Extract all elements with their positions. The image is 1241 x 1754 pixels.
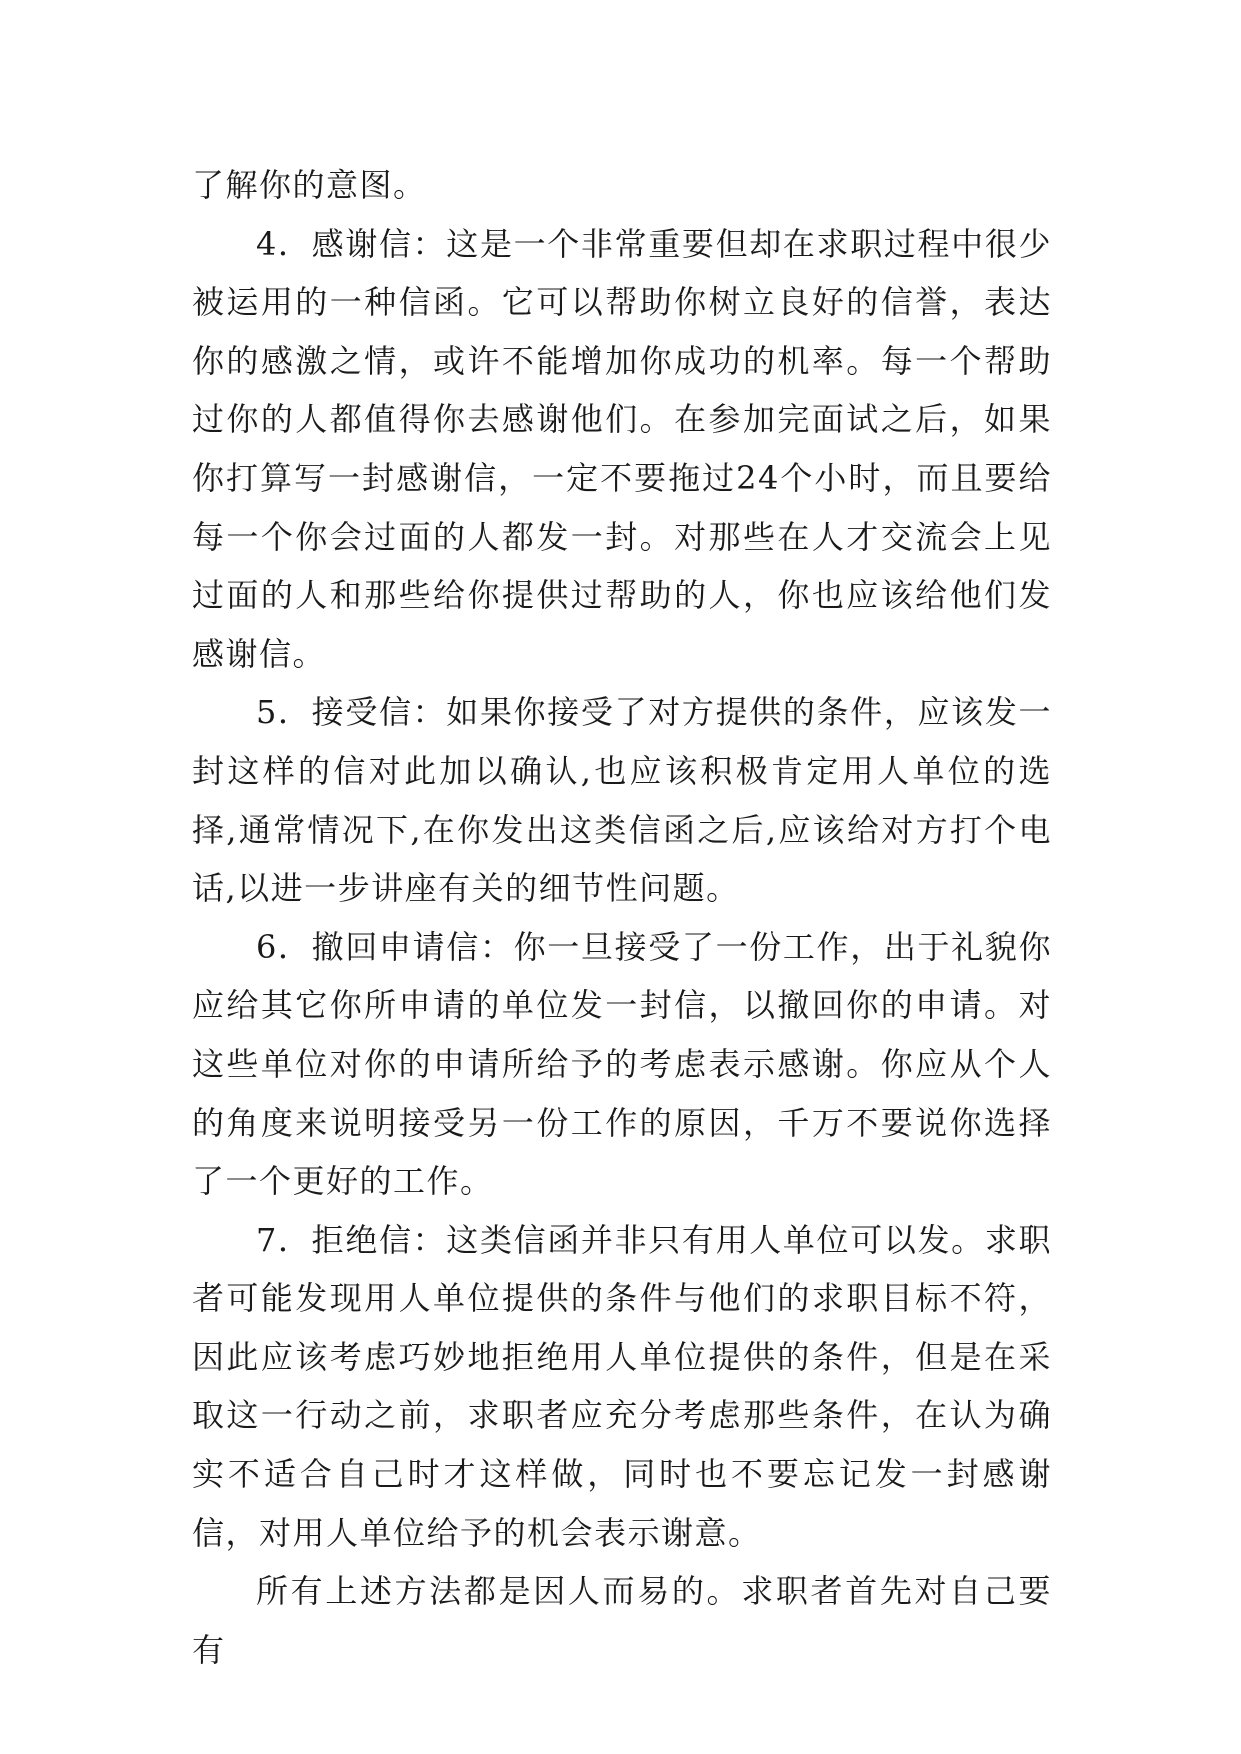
paragraph-continuation: 了解你的意图。 [192,166,427,204]
paragraph-rejection-letter: 7．拒绝信：这类信函并非只有用人单位可以发。求职者可能发现用人单位提供的条件与他们的求职目标不符，因此应该考虑巧妙地拒绝用人单位提供的条件，但是在采取这一行动之前，求职者应充分考虑那些条件，在认为确实不适合自己时才这样做，同时也不要忘记发一封感谢信，对用人单位给予的机会表示谢意。 [192,1220,1052,1552]
paragraph-acceptance-letter: 5．接受信：如果你接受了对方提供的条件，应该发一封这样的信对此加以确认,也应该积极肯定用人单位的选择,通常情况下,在你发出这类信函之后,应该给对方打个电话,以进一步讲座有关的细节性问题。 [192,693,1052,908]
paragraph-thank-you-letter: 4．感谢信：这是一个非常重要但却在求职过程中很少被运用的一种信函。它可以帮助你树立良好的信誉，表达你的感激之情，或许不能增加你成功的机率。每一个帮助过你的人都值得你去感谢他们。在参加完面试之后，如果你打算写一封感谢信，一定不要拖过24个小时，而且要给每一个你会过面的人都发一封。对那些在人才交流会上见过面的人和那些给你提供过帮助的人，你也应该给他们发感谢信。 [192,224,1052,673]
document-body [192,156,1052,1679]
paragraph-summary: 所有上述方法都是因人而易的。求职者首先对自己要有 [192,1572,1052,1669]
paragraph-withdrawal-letter: 6．撤回申请信：你一旦接受了一份工作，出于礼貌你应给其它你所申请的单位发一封信，以撤回你的申请。对这些单位对你的申请所给予的考虑表示感谢。你应从个人的角度来说明接受另一份工作的原因，千万不要说你选择了一个更好的工作。 [192,927,1052,1201]
